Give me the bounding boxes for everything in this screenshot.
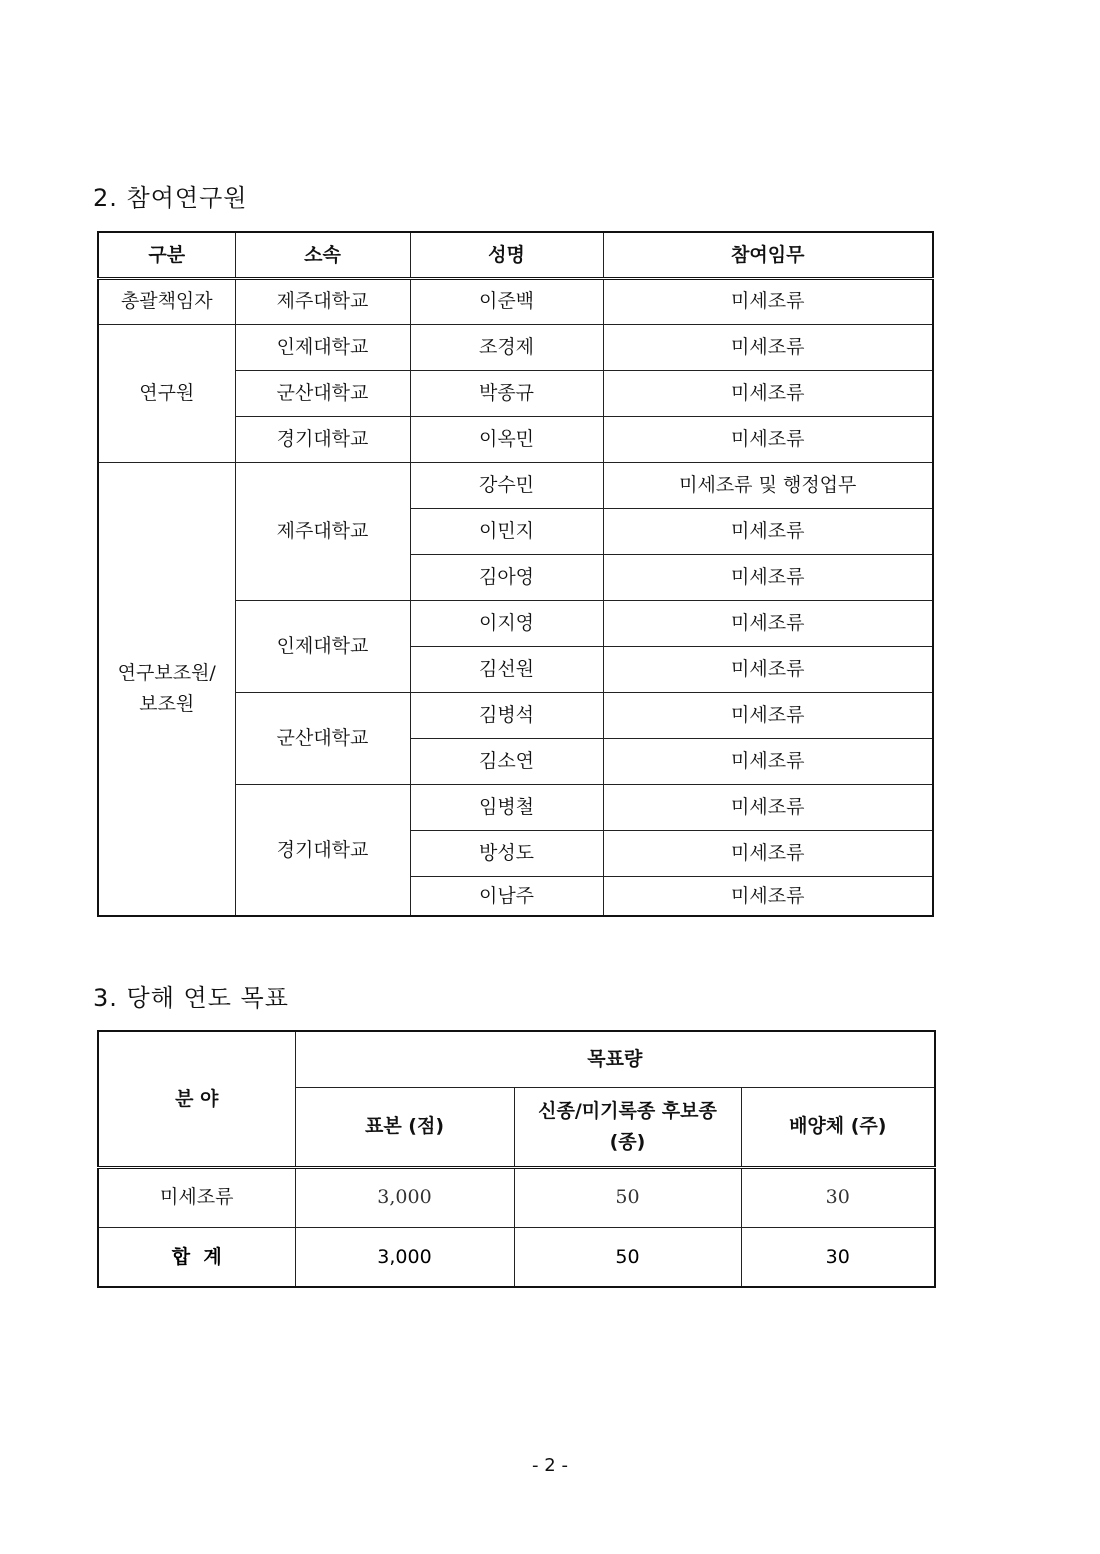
header-affiliation: 소속 — [235, 232, 410, 278]
value-cell: 30 — [741, 1167, 935, 1227]
value-cell: 3,000 — [295, 1167, 514, 1227]
name-cell: 박종규 — [410, 370, 603, 416]
role-cell: 미세조류 — [603, 416, 933, 462]
name-cell: 이옥민 — [410, 416, 603, 462]
header-field: 분 야 — [98, 1031, 295, 1167]
category-cell: 총괄책임자 — [98, 278, 235, 324]
name-cell: 조경제 — [410, 324, 603, 370]
name-cell: 김선원 — [410, 646, 603, 692]
affiliation-cell: 인제대학교 — [235, 324, 410, 370]
role-cell: 미세조류 — [603, 324, 933, 370]
table-header-row — [98, 1031, 935, 1087]
name-cell: 이남주 — [410, 876, 603, 916]
participating-researchers-table — [97, 231, 934, 917]
name-cell: 김소연 — [410, 738, 603, 784]
table-row — [98, 462, 933, 508]
total-value: 50 — [514, 1227, 741, 1287]
affiliation-cell: 군산대학교 — [235, 370, 410, 416]
total-label: 합 계 — [98, 1227, 295, 1287]
name-cell: 강수민 — [410, 462, 603, 508]
name-cell: 김아영 — [410, 554, 603, 600]
category-cell — [98, 462, 235, 916]
affiliation-cell: 군산대학교 — [235, 692, 410, 784]
role-cell: 미세조류 및 행정업무 — [603, 462, 933, 508]
affiliation-cell: 인제대학교 — [235, 600, 410, 692]
page-number: - 2 - — [532, 1455, 568, 1476]
header-category: 구분 — [98, 232, 235, 278]
role-cell: 미세조류 — [603, 554, 933, 600]
header-samples: 표본 (점) — [295, 1087, 514, 1167]
role-cell: 미세조류 — [603, 738, 933, 784]
table-header-row — [98, 232, 933, 278]
header-cultures: 배양체 (주) — [741, 1087, 935, 1167]
affiliation-cell: 경기대학교 — [235, 416, 410, 462]
name-cell: 이민지 — [410, 508, 603, 554]
annual-target-table — [97, 1030, 936, 1288]
category-line: 연구보조원/ — [117, 662, 216, 685]
table-row — [98, 324, 933, 370]
header-target: 목표량 — [295, 1031, 935, 1087]
name-cell: 김병석 — [410, 692, 603, 738]
name-cell: 이준백 — [410, 278, 603, 324]
section-2-title: 2. 참여연구원 — [93, 184, 248, 212]
name-cell: 방성도 — [410, 830, 603, 876]
name-cell: 임병철 — [410, 784, 603, 830]
affiliation-cell: 제주대학교 — [235, 278, 410, 324]
role-cell: 미세조류 — [603, 692, 933, 738]
role-cell: 미세조류 — [603, 876, 933, 916]
role-cell: 미세조류 — [603, 600, 933, 646]
total-value: 3,000 — [295, 1227, 514, 1287]
category-cell: 연구원 — [98, 324, 235, 462]
value-cell: 50 — [514, 1167, 741, 1227]
role-cell: 미세조류 — [603, 508, 933, 554]
header-name: 성명 — [410, 232, 603, 278]
section-3-title: 3. 당해 연도 목표 — [93, 984, 289, 1012]
affiliation-cell: 경기대학교 — [235, 784, 410, 916]
role-cell: 미세조류 — [603, 830, 933, 876]
table-row — [98, 1167, 935, 1227]
field-cell: 미세조류 — [98, 1167, 295, 1227]
category-line: 보조원 — [139, 692, 195, 715]
total-row — [98, 1227, 935, 1287]
role-cell: 미세조류 — [603, 646, 933, 692]
name-cell: 이지영 — [410, 600, 603, 646]
total-value: 30 — [741, 1227, 935, 1287]
role-cell: 미세조류 — [603, 278, 933, 324]
header-role: 참여임무 — [603, 232, 933, 278]
role-cell: 미세조류 — [603, 370, 933, 416]
header-new-species: 신종/미기록종 후보종 (종) — [514, 1087, 741, 1167]
affiliation-cell: 제주대학교 — [235, 462, 410, 600]
role-cell: 미세조류 — [603, 784, 933, 830]
table-row — [98, 278, 933, 324]
